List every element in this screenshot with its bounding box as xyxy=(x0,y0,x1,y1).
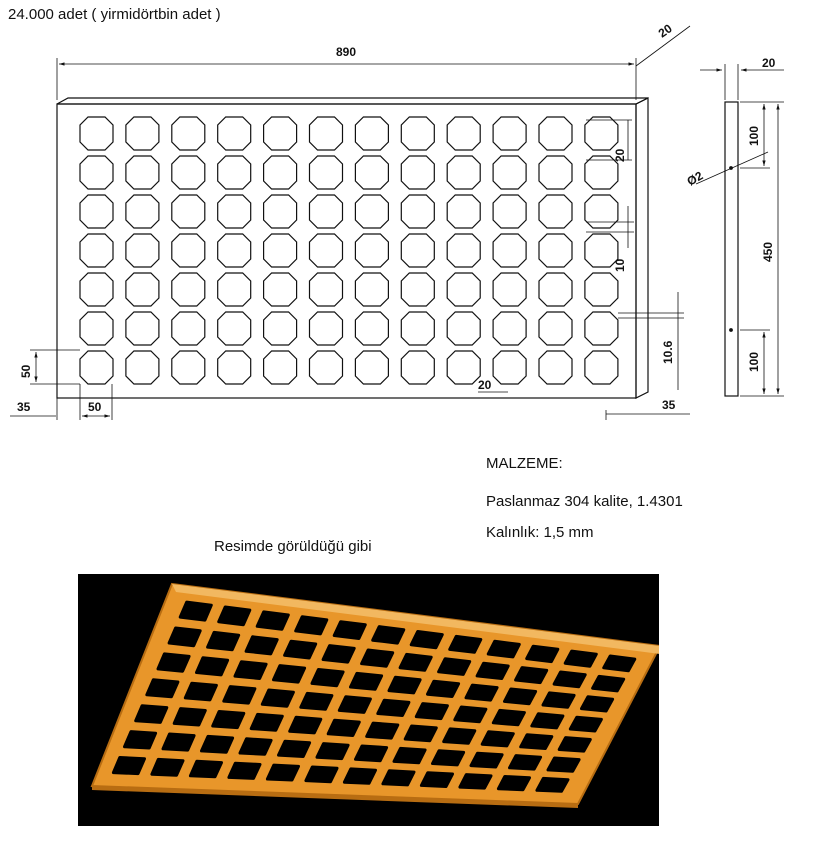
dim-right-margin: 35 xyxy=(662,398,676,412)
hole xyxy=(401,156,434,189)
hole xyxy=(80,117,113,150)
hole xyxy=(585,117,618,150)
hole xyxy=(355,312,388,345)
render-hole xyxy=(565,651,596,666)
hole xyxy=(172,273,205,306)
dim-bottom-offset: 10.6 xyxy=(661,340,675,364)
hole xyxy=(264,312,297,345)
render-hole xyxy=(466,685,497,700)
render-hole xyxy=(582,697,613,711)
render-hole xyxy=(202,736,233,752)
render-hole xyxy=(317,744,348,759)
render-hole xyxy=(421,773,452,787)
hole xyxy=(310,195,343,228)
hole xyxy=(355,117,388,150)
hole xyxy=(585,273,618,306)
hole xyxy=(355,351,388,384)
render-hole xyxy=(285,641,316,658)
render-hole xyxy=(488,641,519,657)
hole xyxy=(172,312,205,345)
hole xyxy=(539,234,572,267)
render-hole xyxy=(229,763,260,778)
hole xyxy=(80,156,113,189)
render-hole xyxy=(240,739,271,755)
hole xyxy=(539,117,572,150)
render-hole xyxy=(219,607,250,625)
render-hole xyxy=(190,761,221,777)
hole xyxy=(539,156,572,189)
render-caption: Resimde görüldüğü gibi xyxy=(214,538,372,555)
hole xyxy=(447,117,480,150)
quantity-note: 24.000 adet ( yirmidörtbin adet ) xyxy=(8,6,221,23)
render-hole xyxy=(548,758,579,771)
hole xyxy=(218,234,251,267)
hole xyxy=(493,117,526,150)
hole xyxy=(310,312,343,345)
hole xyxy=(80,273,113,306)
hole xyxy=(355,273,388,306)
render-hole xyxy=(460,775,491,789)
render-hole xyxy=(274,666,305,683)
hole xyxy=(310,117,343,150)
render-hole xyxy=(351,673,382,689)
dim-bottom-gap: 20 xyxy=(478,378,492,392)
dim-side-height: 450 xyxy=(761,241,775,262)
render-hole xyxy=(147,680,178,697)
render-hole xyxy=(493,710,524,724)
hole xyxy=(172,351,205,384)
hole xyxy=(126,156,159,189)
render-hole xyxy=(400,654,431,670)
hole xyxy=(493,312,526,345)
hole xyxy=(218,273,251,306)
material-grade: Paslanmaz 304 kalite, 1.4301 xyxy=(486,493,683,510)
render-hole xyxy=(521,735,552,749)
hole xyxy=(218,351,251,384)
render-hole xyxy=(516,668,547,683)
hole xyxy=(493,273,526,306)
hole xyxy=(539,273,572,306)
render-hole xyxy=(251,714,282,730)
render-hole xyxy=(373,627,404,644)
hole xyxy=(401,351,434,384)
dim-side-hole-dia: Ø2 xyxy=(684,168,706,189)
render-hole xyxy=(125,732,156,748)
render-hole xyxy=(152,759,183,775)
render-hole xyxy=(405,726,436,741)
render-hole xyxy=(537,778,568,791)
plate-top-edge xyxy=(57,98,648,104)
render-hole xyxy=(416,704,447,719)
render-hole xyxy=(554,672,585,687)
plate-right-edge xyxy=(636,98,648,398)
render-hole xyxy=(477,663,508,678)
render-hole xyxy=(543,693,574,707)
hole xyxy=(447,273,480,306)
plate-front-view xyxy=(57,98,648,398)
hole xyxy=(126,273,159,306)
hole xyxy=(447,156,480,189)
render-hole xyxy=(197,658,228,675)
hole xyxy=(585,351,618,384)
render-hole xyxy=(344,769,375,783)
dim-left-margin: 35 xyxy=(17,400,31,414)
hole xyxy=(264,156,297,189)
hole xyxy=(355,156,388,189)
render-hole xyxy=(510,756,541,770)
render-hole xyxy=(246,637,277,654)
render-hole xyxy=(367,723,398,738)
hole xyxy=(80,234,113,267)
render-hole xyxy=(328,720,359,735)
render-hole xyxy=(570,717,601,731)
render-hole xyxy=(527,646,558,661)
render-hole xyxy=(604,656,635,671)
render-hole xyxy=(339,697,370,713)
render-hole xyxy=(208,632,239,649)
hole xyxy=(401,273,434,306)
render-hole xyxy=(411,632,442,648)
hole xyxy=(310,351,343,384)
hole xyxy=(355,234,388,267)
render-hole xyxy=(312,670,343,686)
hole xyxy=(493,195,526,228)
render-hole xyxy=(439,659,470,675)
tray-render-svg xyxy=(78,574,659,826)
render-hole xyxy=(306,767,337,782)
render-hole xyxy=(113,758,144,774)
render-hole xyxy=(394,748,425,762)
dim-hole-gap-right: 20 xyxy=(613,148,627,162)
hole xyxy=(310,156,343,189)
render-hole xyxy=(532,714,563,728)
render-hole xyxy=(450,636,481,652)
hole xyxy=(310,234,343,267)
hole xyxy=(539,195,572,228)
plate-side-view xyxy=(725,102,738,396)
render-hole xyxy=(174,709,205,725)
render-hole xyxy=(482,732,513,746)
hole xyxy=(447,351,480,384)
render-hole xyxy=(378,700,409,715)
render-hole xyxy=(185,683,216,700)
hole xyxy=(80,195,113,228)
hole xyxy=(401,195,434,228)
hole xyxy=(493,234,526,267)
render-hole xyxy=(301,693,332,709)
render-hole xyxy=(389,677,420,693)
render-hole xyxy=(323,646,354,663)
material-thickness: Kalınlık: 1,5 mm xyxy=(486,524,594,541)
hole xyxy=(447,234,480,267)
hole xyxy=(172,234,205,267)
render-hole xyxy=(505,689,536,704)
hole xyxy=(218,156,251,189)
render-hole xyxy=(169,628,200,646)
render-hole xyxy=(433,751,464,765)
hole xyxy=(264,351,297,384)
render-hole xyxy=(267,765,298,780)
hole xyxy=(539,312,572,345)
dim-side-thickness: 20 xyxy=(762,56,776,70)
hole xyxy=(172,156,205,189)
hole xyxy=(80,351,113,384)
hole-grid xyxy=(80,117,618,384)
render-hole xyxy=(213,712,244,728)
hole xyxy=(126,234,159,267)
hole xyxy=(264,117,297,150)
hole xyxy=(218,312,251,345)
hole xyxy=(80,312,113,345)
plate-face xyxy=(57,104,636,398)
hole xyxy=(264,273,297,306)
hole xyxy=(218,117,251,150)
hole xyxy=(172,195,205,228)
hole xyxy=(126,351,159,384)
render-hole xyxy=(334,622,365,639)
hole xyxy=(401,312,434,345)
hole xyxy=(218,195,251,228)
hole xyxy=(539,351,572,384)
render-hole xyxy=(498,777,529,790)
render-hole xyxy=(471,753,502,767)
render-hole xyxy=(356,746,387,761)
render-hole xyxy=(279,741,310,756)
render-hole xyxy=(224,687,255,704)
render-hole xyxy=(593,676,624,691)
hole xyxy=(401,117,434,150)
render-hole xyxy=(235,662,266,679)
render-hole xyxy=(262,690,293,706)
hole xyxy=(447,312,480,345)
render-hole xyxy=(296,617,327,634)
render-hole xyxy=(136,706,167,723)
hole xyxy=(126,117,159,150)
render-hole xyxy=(180,602,211,620)
render-hole xyxy=(158,654,189,671)
dim-side-top: 100 xyxy=(747,125,761,146)
hole xyxy=(355,195,388,228)
hole xyxy=(447,195,480,228)
tray-3d-render xyxy=(78,574,659,826)
render-hole xyxy=(362,650,393,666)
dim-hole-spacing: 10 xyxy=(613,258,627,272)
dim-hole-size: 50 xyxy=(19,364,33,378)
material-title: MALZEME: xyxy=(486,455,563,472)
hole xyxy=(585,312,618,345)
render-hole xyxy=(257,612,288,629)
hole xyxy=(264,234,297,267)
dim-hole-width: 50 xyxy=(88,400,102,414)
render-hole xyxy=(444,729,475,743)
render-hole xyxy=(163,734,194,750)
hole xyxy=(310,273,343,306)
render-hole xyxy=(455,707,486,722)
dim-side-bottom: 100 xyxy=(747,351,761,372)
hole xyxy=(401,234,434,267)
hole xyxy=(585,195,618,228)
render-hole xyxy=(428,681,459,696)
hole xyxy=(264,195,297,228)
dim-overall-width: 890 xyxy=(336,45,357,59)
hole xyxy=(172,117,205,150)
render-hole xyxy=(559,738,590,752)
render-hole xyxy=(383,771,414,785)
hole xyxy=(126,195,159,228)
hole xyxy=(126,312,159,345)
hole xyxy=(493,351,526,384)
render-hole xyxy=(290,717,321,733)
hole xyxy=(493,156,526,189)
dim-edge-thickness: 20 xyxy=(655,21,675,41)
